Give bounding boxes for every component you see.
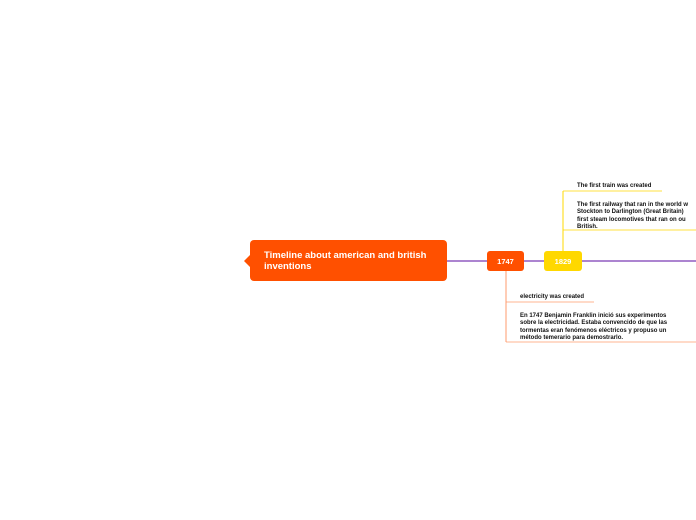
detail-1747-line: En 1747 Benjamin Franklin inició sus experimentos	[520, 313, 667, 319]
root-node[interactable]	[250, 240, 447, 281]
detail-1829[interactable]	[577, 202, 688, 231]
detail-1829-line: Stockton to Darlington (Great Britain)	[577, 209, 684, 216]
detail-1829-line: The first railway that ran in the world w	[577, 202, 689, 208]
topic-1829[interactable]	[577, 183, 651, 190]
year-node-1829[interactable]	[544, 251, 582, 271]
topic-1747[interactable]	[520, 294, 584, 301]
detail-1747-line: tormentas eran fenómenos eléctricos y propuso un	[520, 327, 667, 334]
detail-1747-line: sobre la electricidad. Estaba convencido de que las	[520, 320, 668, 327]
topic-1747-label: electricity was created	[520, 294, 585, 300]
year-node-1829-label: 1829	[554, 256, 572, 266]
detail-1829-line: first steam locomotives that ran on ou	[577, 216, 686, 223]
detail-1747[interactable]	[520, 313, 667, 342]
year-node-1747[interactable]	[487, 251, 524, 271]
topic-1829-label: The first train was created	[577, 183, 652, 189]
year-node-1747-label: 1747	[497, 256, 514, 266]
detail-1829-line: British.	[577, 223, 598, 230]
root-node-title: Timeline about american and british inventions	[264, 250, 427, 272]
detail-1747-line: método temerario para demostrarlo.	[520, 334, 624, 341]
